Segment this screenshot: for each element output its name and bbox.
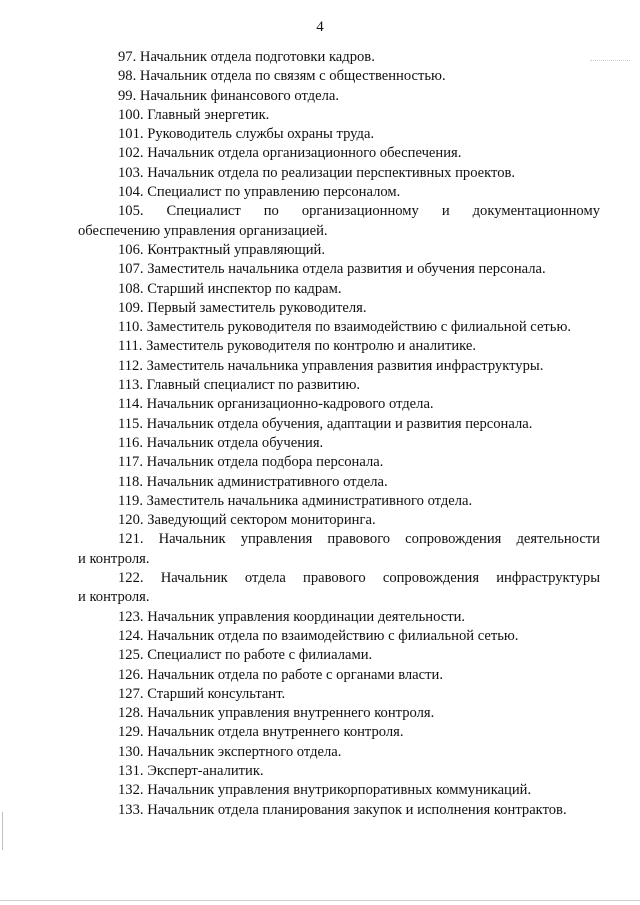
list-item-number: 121. [118,531,144,548]
list-item [78,627,600,646]
list-item-text: Начальник отдела обучения. [146,434,324,451]
list-item-number: 128. [118,705,144,722]
list-item-continuation: и контроля. [78,550,150,567]
list-item-number: 103. [118,164,144,181]
list-item-number: 118. [118,473,143,490]
list-item [78,511,600,530]
list-item-text: Начальник отдела внутреннего контроля. [147,724,404,741]
list-item [78,125,600,144]
list-item-continuation: обеспечению управления организацией. [78,222,328,239]
list-item [78,67,600,86]
list-item-text: Первый заместитель руководителя. [147,299,367,316]
list-item-text: Заместитель руководителя по контролю и аналитике. [146,338,477,355]
list-item-number: 119. [118,492,143,509]
list-item-text: Начальник отдела по связям с общественностью. [139,68,446,85]
list-item-number: 124. [118,627,144,644]
list-item-text: Начальник управления внутрикорпоративных коммуникаций. [147,782,532,799]
page-number: 4 [316,19,324,35]
list-item-text: Специалист по работе с филиалами. [147,647,373,664]
list-item [78,492,600,511]
list-item-text: Специалист по управлению персоналом. [147,184,401,201]
list-item-number: 133. [118,801,144,818]
list-item-first-line [78,569,600,588]
list-item [78,762,600,781]
list-item-number: 111. [118,338,143,355]
list-item-text: Начальник отдела правового сопровождения инфраструктуры [160,570,600,587]
list-item-number: 107. [118,261,144,278]
position-list [78,48,600,820]
list-item-number: 125. [118,647,144,664]
list-item [78,723,600,742]
list-item [78,666,600,685]
list-item-text: Начальник отдела подготовки кадров. [139,49,375,65]
list-item [78,144,600,163]
list-item-number: 130. [118,743,144,760]
list-item-number: 105. [118,203,144,220]
list-item-number: 115. [118,415,143,432]
list-item [78,608,600,627]
list-item-number: 99. [118,87,137,104]
list-item-text: Заместитель начальника управления развития инфраструктуры. [146,357,544,374]
list-item [78,280,600,299]
list-item [78,395,600,414]
list-item-text: Руководитель службы охраны труда. [147,126,375,143]
list-item [78,801,600,820]
list-item [78,704,600,723]
list-item [78,743,600,762]
scan-bottom-edge [0,900,640,901]
list-item [78,337,600,356]
list-item-text: Главный энергетик. [147,106,270,123]
list-item-text: Начальник управления координации деятельности. [147,608,466,625]
list-item-text: Начальник отдела по работе с органами власти. [147,666,443,683]
list-item-text: Начальник отдела по реализации перспективных проектов. [147,164,516,181]
list-item-text: Начальник отдела организационного обеспечения. [147,145,462,162]
list-item-number: 122. [118,570,144,587]
list-item-text: Начальник отдела подбора персонала. [146,454,384,471]
list-item-text: Заведующий сектором мониторинга. [147,512,376,529]
list-item-number: 129. [118,724,144,741]
list-item-text: Старший консультант. [147,685,286,702]
list-item-number: 98. [118,68,137,85]
list-item [78,183,600,202]
list-item [78,241,600,260]
list-item-text: Начальник организационно-кадрового отдела. [146,396,434,413]
list-item-text: Начальник административного отдела. [146,473,388,490]
list-item-number: 126. [118,666,144,683]
list-item-text: Начальник отдела по взаимодействию с филиальной сетью. [147,627,519,644]
list-item-text: Начальник управления правового сопровождения деятельности [158,531,600,548]
list-item [78,318,600,337]
list-item-text: Главный специалист по развитию. [146,377,361,394]
list-item-continuation: и контроля. [78,589,150,606]
scan-dots [590,60,630,62]
list-item-text: Эксперт-аналитик. [147,762,264,779]
list-item [78,434,600,453]
list-item [78,646,600,665]
list-item [78,87,600,106]
list-item-number: 114. [118,396,143,413]
list-item [78,376,600,395]
list-item-number: 116. [118,434,143,451]
list-item-number: 104. [118,184,144,201]
list-item [78,569,600,608]
list-item-text: Начальник отдела планирования закупок и исполнения контрактов. [147,801,567,818]
list-item [78,530,600,569]
list-item [78,106,600,125]
list-item [78,781,600,800]
list-item-number: 101. [118,126,144,143]
list-item-number: 109. [118,299,144,316]
list-item-number: 131. [118,762,144,779]
list-item [78,415,600,434]
list-item [78,48,600,67]
list-item-text: Заместитель руководителя по взаимодействию с филиальной сетью. [146,319,572,336]
list-item [78,453,600,472]
list-item-number: 117. [118,454,143,471]
list-item-number: 110. [118,319,143,336]
list-item-text: Специалист по организационному и документационному [166,203,600,220]
list-item-text: Начальник отдела обучения, адаптации и развития персонала. [146,415,533,432]
list-item-number: 108. [118,280,144,297]
list-item [78,473,600,492]
list-item-first-line [78,530,600,549]
scan-edge-mark [2,812,3,850]
list-item-number: 106. [118,241,144,258]
list-item [78,260,600,279]
list-item-number: 100. [118,106,144,123]
list-item-text: Начальник финансового отдела. [139,87,339,104]
list-item-text: Начальник экспертного отдела. [147,743,342,760]
list-item-number: 127. [118,685,144,702]
list-item-number: 112. [118,357,143,374]
list-item [78,685,600,704]
list-item-number: 123. [118,608,144,625]
list-item [78,357,600,376]
list-item-number: 97. [118,49,137,65]
list-item-first-line [78,202,600,221]
list-item-text: Контрактный управляющий. [147,241,325,258]
list-item [78,299,600,318]
list-item-text: Старший инспектор по кадрам. [147,280,342,297]
list-item-number: 113. [118,377,143,394]
list-item [78,202,600,241]
list-item [78,164,600,183]
list-item-number: 102. [118,145,144,162]
list-item-number: 120. [118,512,144,529]
list-item-text: Заместитель начальника отдела развития и обучения персонала. [147,261,546,278]
list-item-text: Начальник управления внутреннего контроля. [147,705,435,722]
list-item-text: Заместитель начальника административного отдела. [146,492,473,509]
list-item-number: 132. [118,782,144,799]
